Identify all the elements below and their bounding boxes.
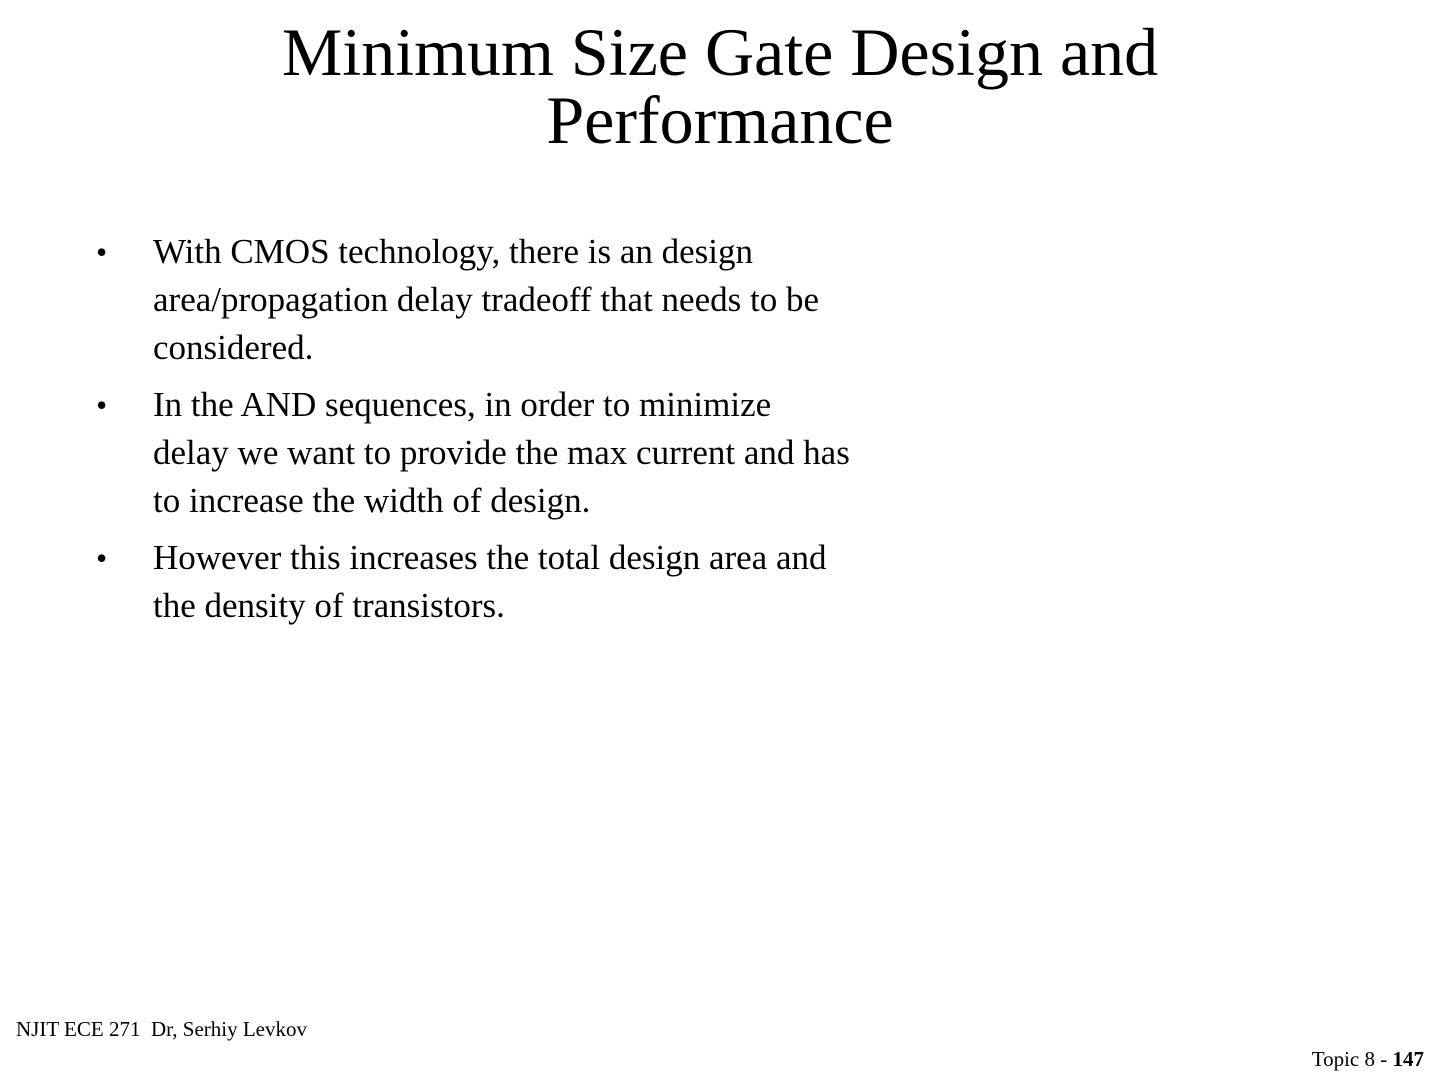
footer-author: NJIT ECE 271 Dr, Serhiy Levkov (16, 1017, 307, 1041)
slide-title-line-1: Minimum Size Gate Design and (281, 14, 1159, 90)
footer-page-indicator (1312, 1046, 1424, 1072)
bullet-icon: • (96, 540, 108, 576)
footer-topic-label: Topic 8 - (1311, 1047, 1393, 1071)
bullet-line: In the AND sequences, in order to minimize (153, 385, 772, 424)
bullet-item-1 (96, 228, 976, 372)
bullet-line: to increase the width of design. (153, 481, 591, 520)
slide-title (0, 14, 1440, 158)
bullet-line: the density of transistors. (153, 586, 505, 625)
bullet-line: delay we want to provide the max current and has (153, 433, 850, 472)
bullet-icon: • (96, 234, 108, 270)
slide-title-line-2: Performance (546, 82, 894, 158)
bullet-line: With CMOS technology, there is an design (153, 232, 753, 271)
bullet-line: However this increases the total design area and (153, 538, 827, 577)
bullet-item-2 (96, 381, 976, 525)
bullet-line: area/propagation delay tradeoff that needs to be (153, 280, 820, 319)
bullet-line: considered. (153, 328, 314, 367)
bullet-list (96, 228, 976, 639)
bullet-icon: • (96, 387, 108, 423)
bullet-item-3 (96, 534, 976, 630)
footer-page-number: 147 (1392, 1047, 1424, 1071)
